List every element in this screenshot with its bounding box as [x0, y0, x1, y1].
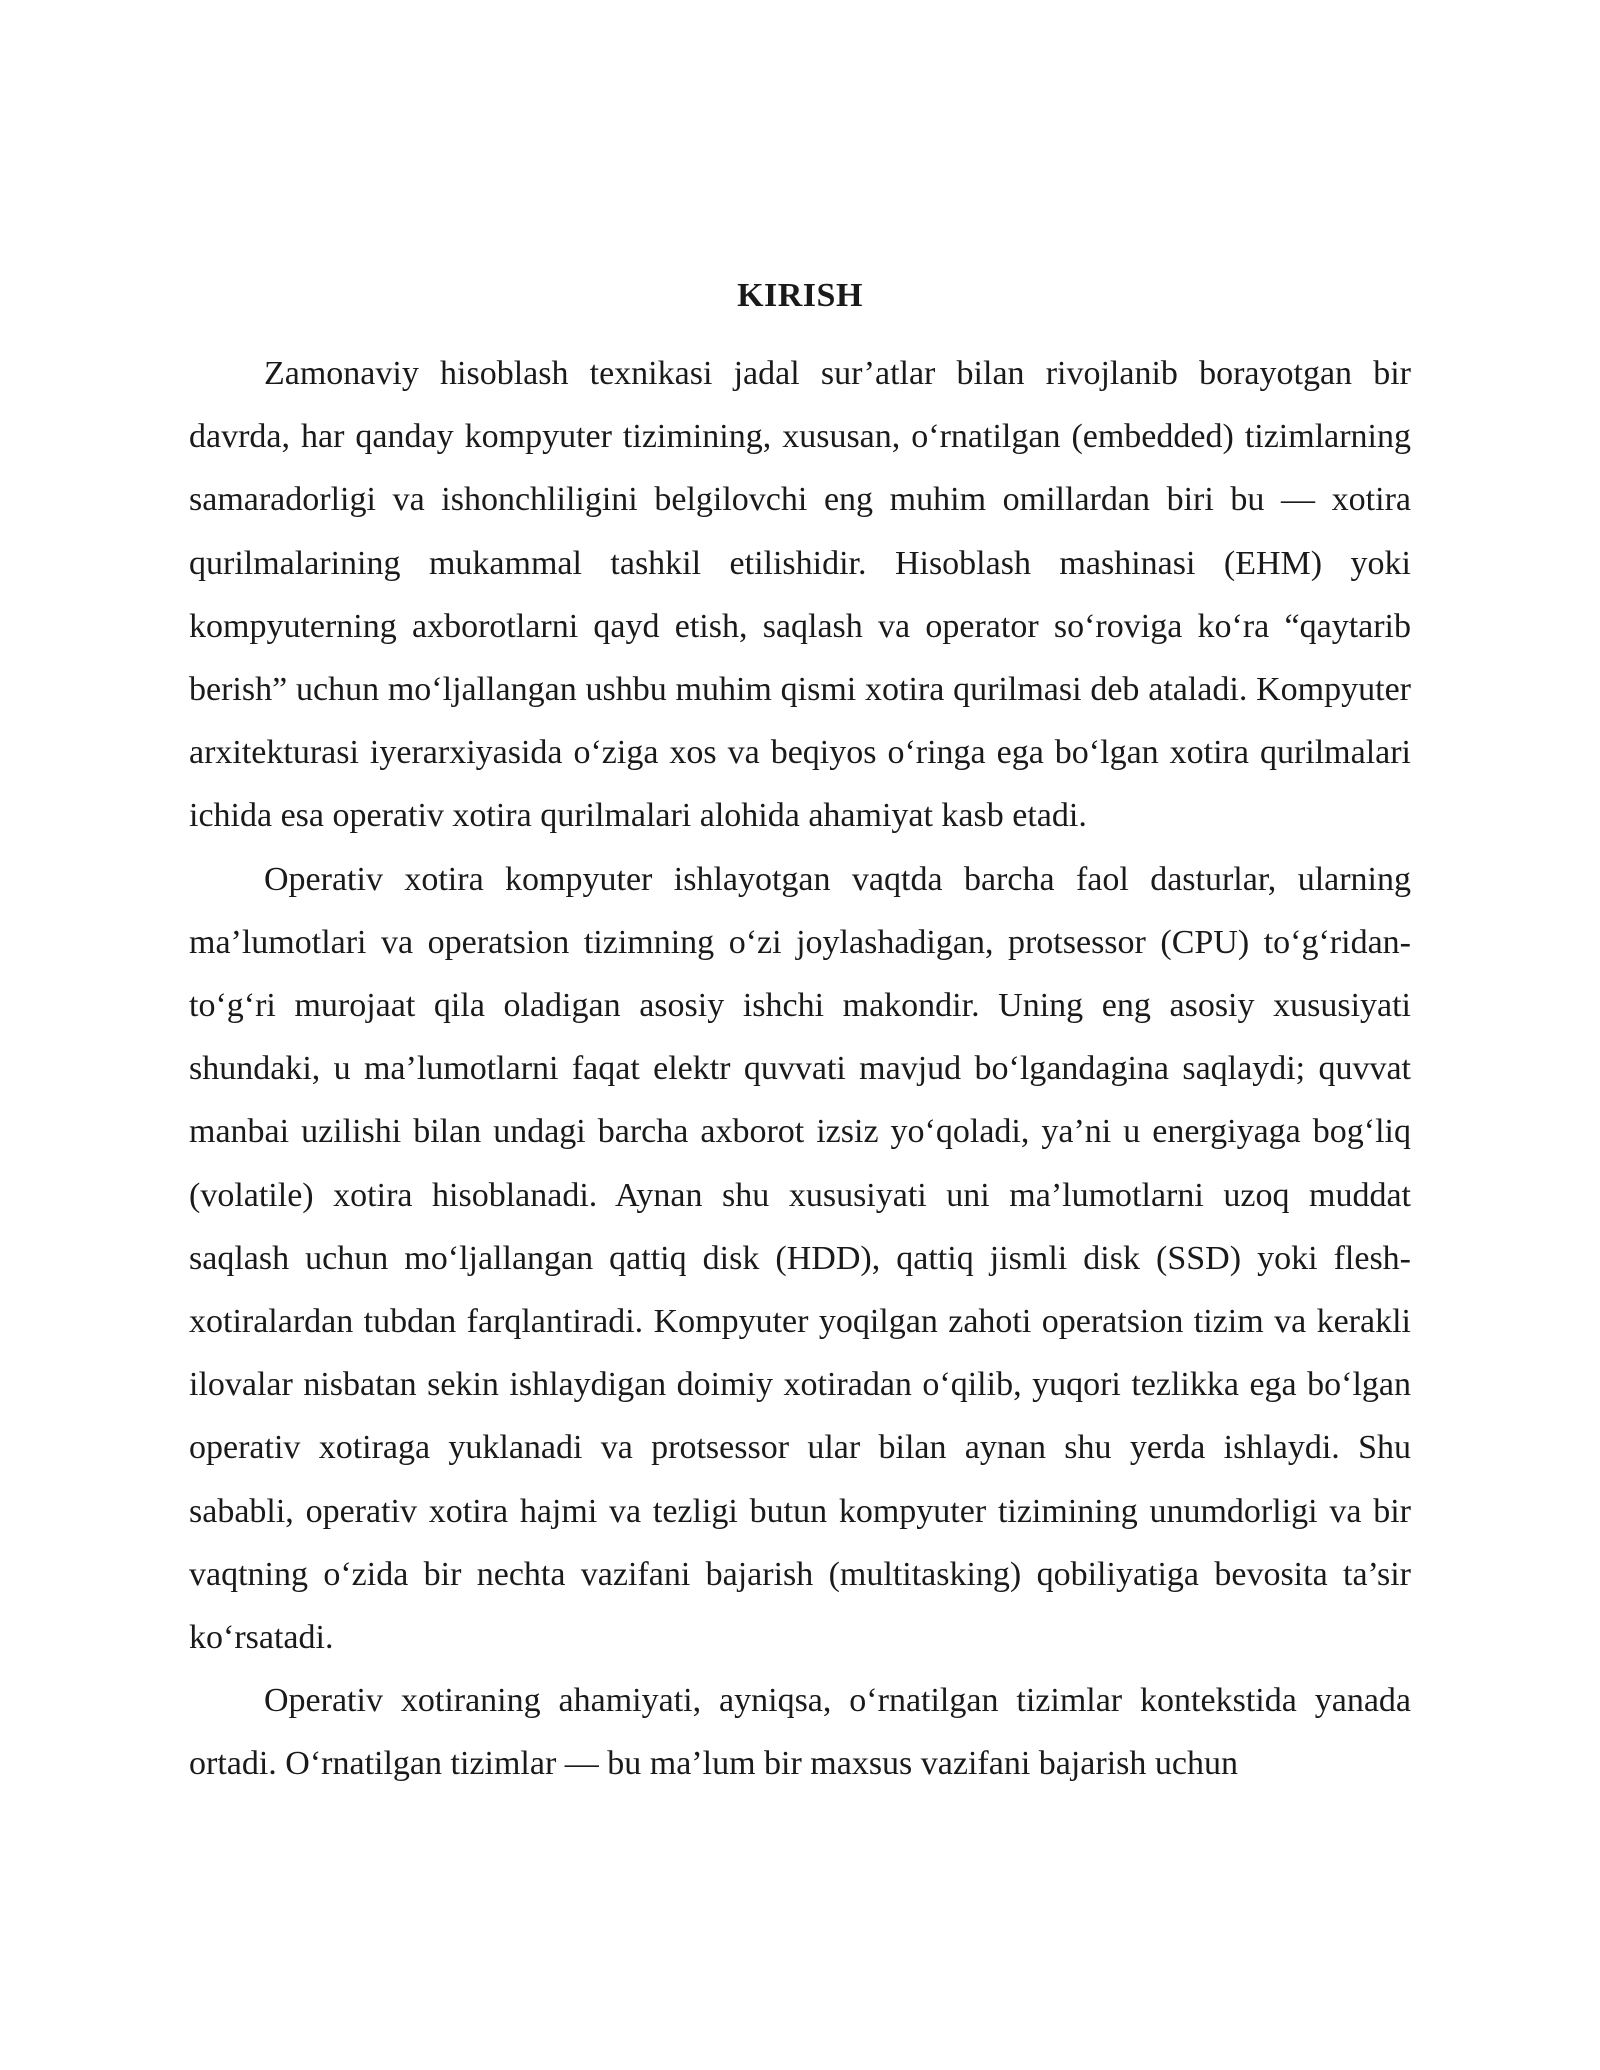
paragraph-3: Operativ xotiraning ahamiyati, ayniqsa, o‘rnatilgan tizimlar kontekstida yanada ortadi. O‘rnatilgan tizimlar — bu ma’lum bir maxsus vazifani bajarish uchun	[189, 1682, 1411, 1783]
section-title: KIRISH	[737, 277, 863, 314]
page-content	[189, 268, 1411, 1796]
paragraph-2: Operativ xotira kompyuter ishlayotgan vaqtda barcha faol dasturlar, ularning ma’lumotlari va operatsion tizimning o‘zi joylashadigan, protsessor (CPU) to‘g‘ridan-to‘g‘ri murojaat qila oladigan asosiy ishchi makondir. Uning eng asosiy xususiyati shundaki, u ma’lumotlarni faqat elektr quvvati mavjud bo‘lgandagina saqlaydi; quvvat manbai uzilishi bilan undagi barcha axborot izsiz yo‘qoladi, ya’ni u energiyaga bog‘liq (volatile) xotira hisoblanadi. Aynan shu xususiyati uni ma’lumotlarni uzoq muddat saqlash uchun mo‘ljallangan qattiq disk (HDD), qattiq jismli disk (SSD) yoki flesh-xotiralardan tubdan farqlantiradi. Kompyuter yoqilgan zahoti operatsion tizim va kerakli ilovalar nisbatan sekin ishlaydigan doimiy xotiradan o‘qilib, yuqori tezlikka ega bo‘lgan operativ xotiraga yuklanadi va protsessor ular bilan aynan shu yerda ishlaydi. Shu sababli, operativ xotira hajmi va tezligi butun kompyuter tizimining unumdorligi va bir vaqtning o‘zida bir nechta vazifani bajarish (multitasking) qobiliyatiga bevosita ta’sir ko‘rsatadi.	[189, 860, 1411, 1657]
paragraph-1: Zamonaviy hisoblash texnikasi jadal sur’atlar bilan rivojlanib borayotgan bir davrda, har qanday kompyuter tizimining, xususan, o‘rnatilgan (embedded) tizimlarning samaradorligi va ishonchliligini belgilovchi eng muhim omillardan biri bu — xotira qurilmalarining mukammal tashkil etilishidir. Hisoblash mashinasi (EHM) yoki kompyuterning axborotlarni qayd etish, saqlash va operator so‘roviga ko‘ra “qaytarib berish” uchun mo‘ljallangan ushbu muhim qismi xotira qurilmasi deb ataladi. Kompyuter arxitekturasi iyerarxiyasida o‘ziga xos va beqiyos o‘ringa ega bo‘lgan xotira qurilmalari ichida esa operativ xotira qurilmalari alohida ahamiyat kasb etadi.	[189, 355, 1411, 835]
